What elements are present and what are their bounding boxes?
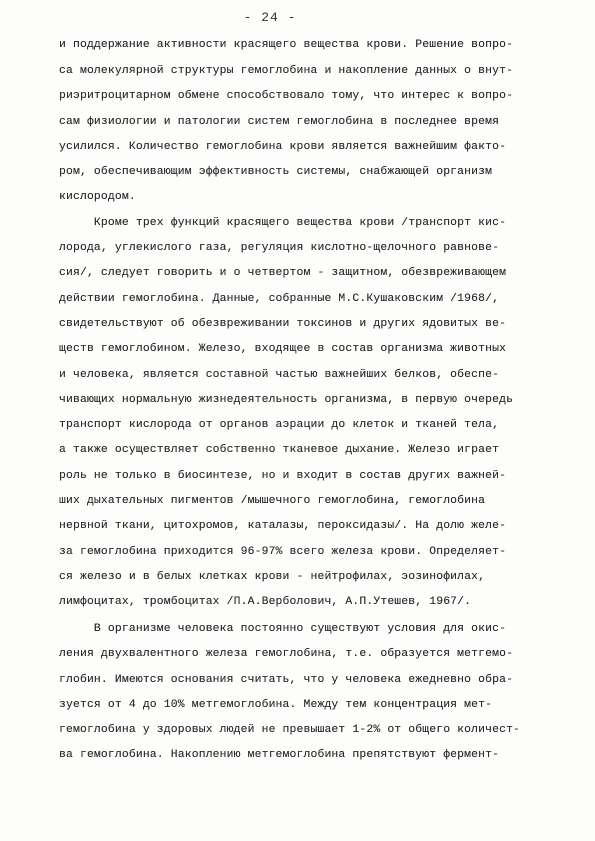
text-line: ся железо и в белых клетках крови - нейтрофилах, эозинофилах, [59, 571, 486, 583]
text-line: чивающих нормальную жизнедеятельность организма, в первую очередь [59, 394, 514, 406]
text-line: ва гемоглобина. Накоплению метгемоглобина препятствуют фермент- [59, 749, 500, 761]
text-line: транспорт кислорода от органов аэрации до клеток и тканей тела, [59, 419, 500, 431]
text-line: зуется от 4 до 10% метгемоглобина. Между тем концентрация мет- [59, 699, 493, 711]
text-line: са молекулярной структуры гемоглобина и накопление данных о внут- [59, 65, 514, 77]
text-line: сам физиологии и патологии систем гемоглобина в последнее время [59, 116, 500, 128]
text-line: глобин. Имеются основания считать, что у человека ежедневно обра- [59, 674, 514, 686]
text-line: свидетельствуют об обезвреживании токсинов и других ядовитых ве- [59, 318, 507, 330]
text-line: и поддержание активности красящего вещества крови. Решение вопро- [59, 39, 514, 51]
text-line: сия/, следует говорить и о четвертом - защитном, обезвреживающем [59, 267, 507, 279]
text-line: В организме человека постоянно существуют условия для окис- [59, 623, 507, 635]
text-line: риэритроцитарном обмене способствовало тому, что интерес к вопро- [59, 90, 514, 102]
text-line: действии гемоглобина. Данные, собранные М.С.Кушаковским /1968/, [59, 293, 500, 305]
text-line: ления двухвалентного железа гемоглобина, т.е. образуется метгемо- [59, 648, 514, 660]
text-line: и человека, является составной частью важнейших белков, обеспе- [59, 369, 500, 381]
text-line: ших дыхательных пигментов /мышечного гемоглобина, гемоглобина [59, 495, 486, 507]
text-line: а также осуществляет собственно тканевое дыхание. Железо играет [59, 444, 500, 456]
text-line: гемоглобина у здоровых людей не превышает 1-2% от общего количест- [59, 724, 521, 736]
text-line: лимфоцитах, тромбоцитах /П.А.Верболович, А.П.Утешев, 1967/. [59, 596, 472, 608]
text-line: лорода, углекислого газа, регуляция кислотно-щелочного равнове- [59, 242, 500, 254]
page-number: - 24 - [243, 10, 297, 25]
text-line: кислородом. [59, 191, 136, 203]
text-line: нервной ткани, цитохромов, каталазы, пероксидазы/. На долю желе- [59, 520, 507, 532]
text-line: Кроме трех функций красящего вещества крови /транспорт кис- [59, 217, 507, 229]
text-line: роль не только в биосинтезе, но и входит в состав других важней- [59, 470, 507, 482]
text-line: усилился. Количество гемоглобина крови является важнейшим факто- [59, 141, 507, 153]
text-line: ром, обеспечивающим эффективность системы, снабжающей организм [59, 166, 493, 178]
text-line: за гемоглобина приходится 96-97% всего железа крови. Определяет- [59, 546, 507, 558]
text-line: ществ гемоглобином. Железо, входящее в состав организма животных [59, 343, 507, 355]
